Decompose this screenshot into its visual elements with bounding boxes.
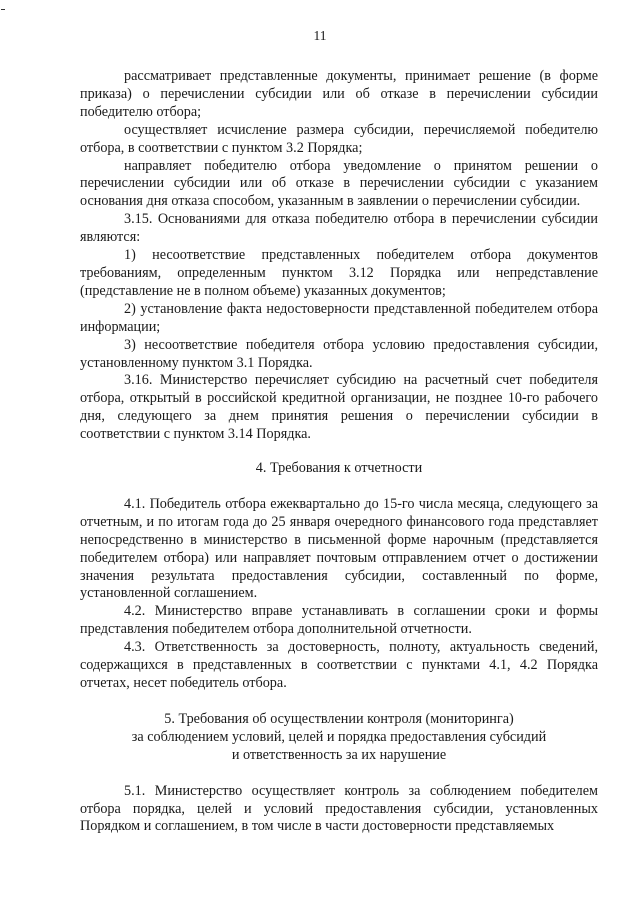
paragraph-calculation: осуществляет исчисление размера субсидии, перечисляемой победителю отбора, в соответствии с пунктом 3.2 Порядка; (80, 121, 598, 156)
paragraph-3-15-item-3: 3) несоответствие победителя отбора условию предоставления субсидии, установленному пунктом 3.1 Порядка. (80, 336, 598, 371)
section-4-heading: 4. Требования к отчетности (255, 460, 423, 477)
paragraph-3-15: 3.15. Основаниями для отказа победителю отбора в перечислении субсидии являются: (80, 211, 598, 246)
section-5-heading-line-2: за соблюдением условий, целей и порядка предоставления субсидий (131, 728, 547, 745)
section-5-heading-line-1: 5. Требования об осуществлении контроля (мониторинга) (164, 710, 514, 727)
paragraph-4-3: 4.3. Ответственность за достоверность, полноту, актуальность сведений, содержащихся в представленных в соответствии с пунктами 4.1, 4.2 Порядка отчетах, несет победитель отбора. (80, 639, 598, 691)
paragraph-3-15-item-1: 1) несоответствие представленных победителем отбора документов требованиям, определенным пунктом 3.12 Порядка или непредставление (представление не в полном объеме) указанных документов; (80, 247, 598, 299)
paragraph-3-15-item-2: 2) установление факта недостоверности представленной победителем отбора информации; (80, 300, 598, 335)
page-number: 11 (313, 28, 327, 43)
paragraph-notification: направляет победителю отбора уведомление о принятом решении о перечислении субсидии или об отказе в перечислении субсидии с указанием основания дня отказа способом, указанным в заявлении о перечислении субсидии. (80, 157, 598, 210)
paragraph-4-2: 4.2. Министерство вправе устанавливать в соглашении сроки и формы представления победителем отбора дополнительной отчетности. (80, 603, 598, 638)
paragraph-review: рассматривает представленные документы, принимает решение (в форме приказа) о перечислении субсидии или об отказе в перечислении субсидии победителю отбора; (80, 68, 598, 120)
paragraph-3-16: 3.16. Министерство перечисляет субсидию на расчетный счет победителя отбора, открытый в российской кредитной организации, не позднее 10-го рабочего дня, следующего за днем принятия решения о перечислении субсидии в соответствии с пунктом 3.14 Порядка. (80, 372, 598, 443)
paragraph-4-1: 4.1. Победитель отбора ежеквартально до 15-го числа месяца, следующего за отчетным, и по итогам года до 25 января очередного финансового года представляет непосредственно в министерство в письменной форме нарочным (представляется победителем отбора) или направляет почтовым отправлением отчет о достижении значения результата предоставления субсидии, составленный по форме, установленной соглашением. (80, 495, 598, 602)
scan-mark (1, 9, 5, 10)
paragraph-5-1: 5.1. Министерство осуществляет контроль за соблюдением победителем отбора порядка, целей и условий предоставления субсидии, установленных Порядком и соглашением, в том числе в части достоверности представляемых (80, 782, 598, 835)
document-body (80, 68, 598, 836)
section-5-heading-line-3: и ответственность за их нарушение (231, 746, 447, 763)
section-5-heading (80, 711, 598, 765)
